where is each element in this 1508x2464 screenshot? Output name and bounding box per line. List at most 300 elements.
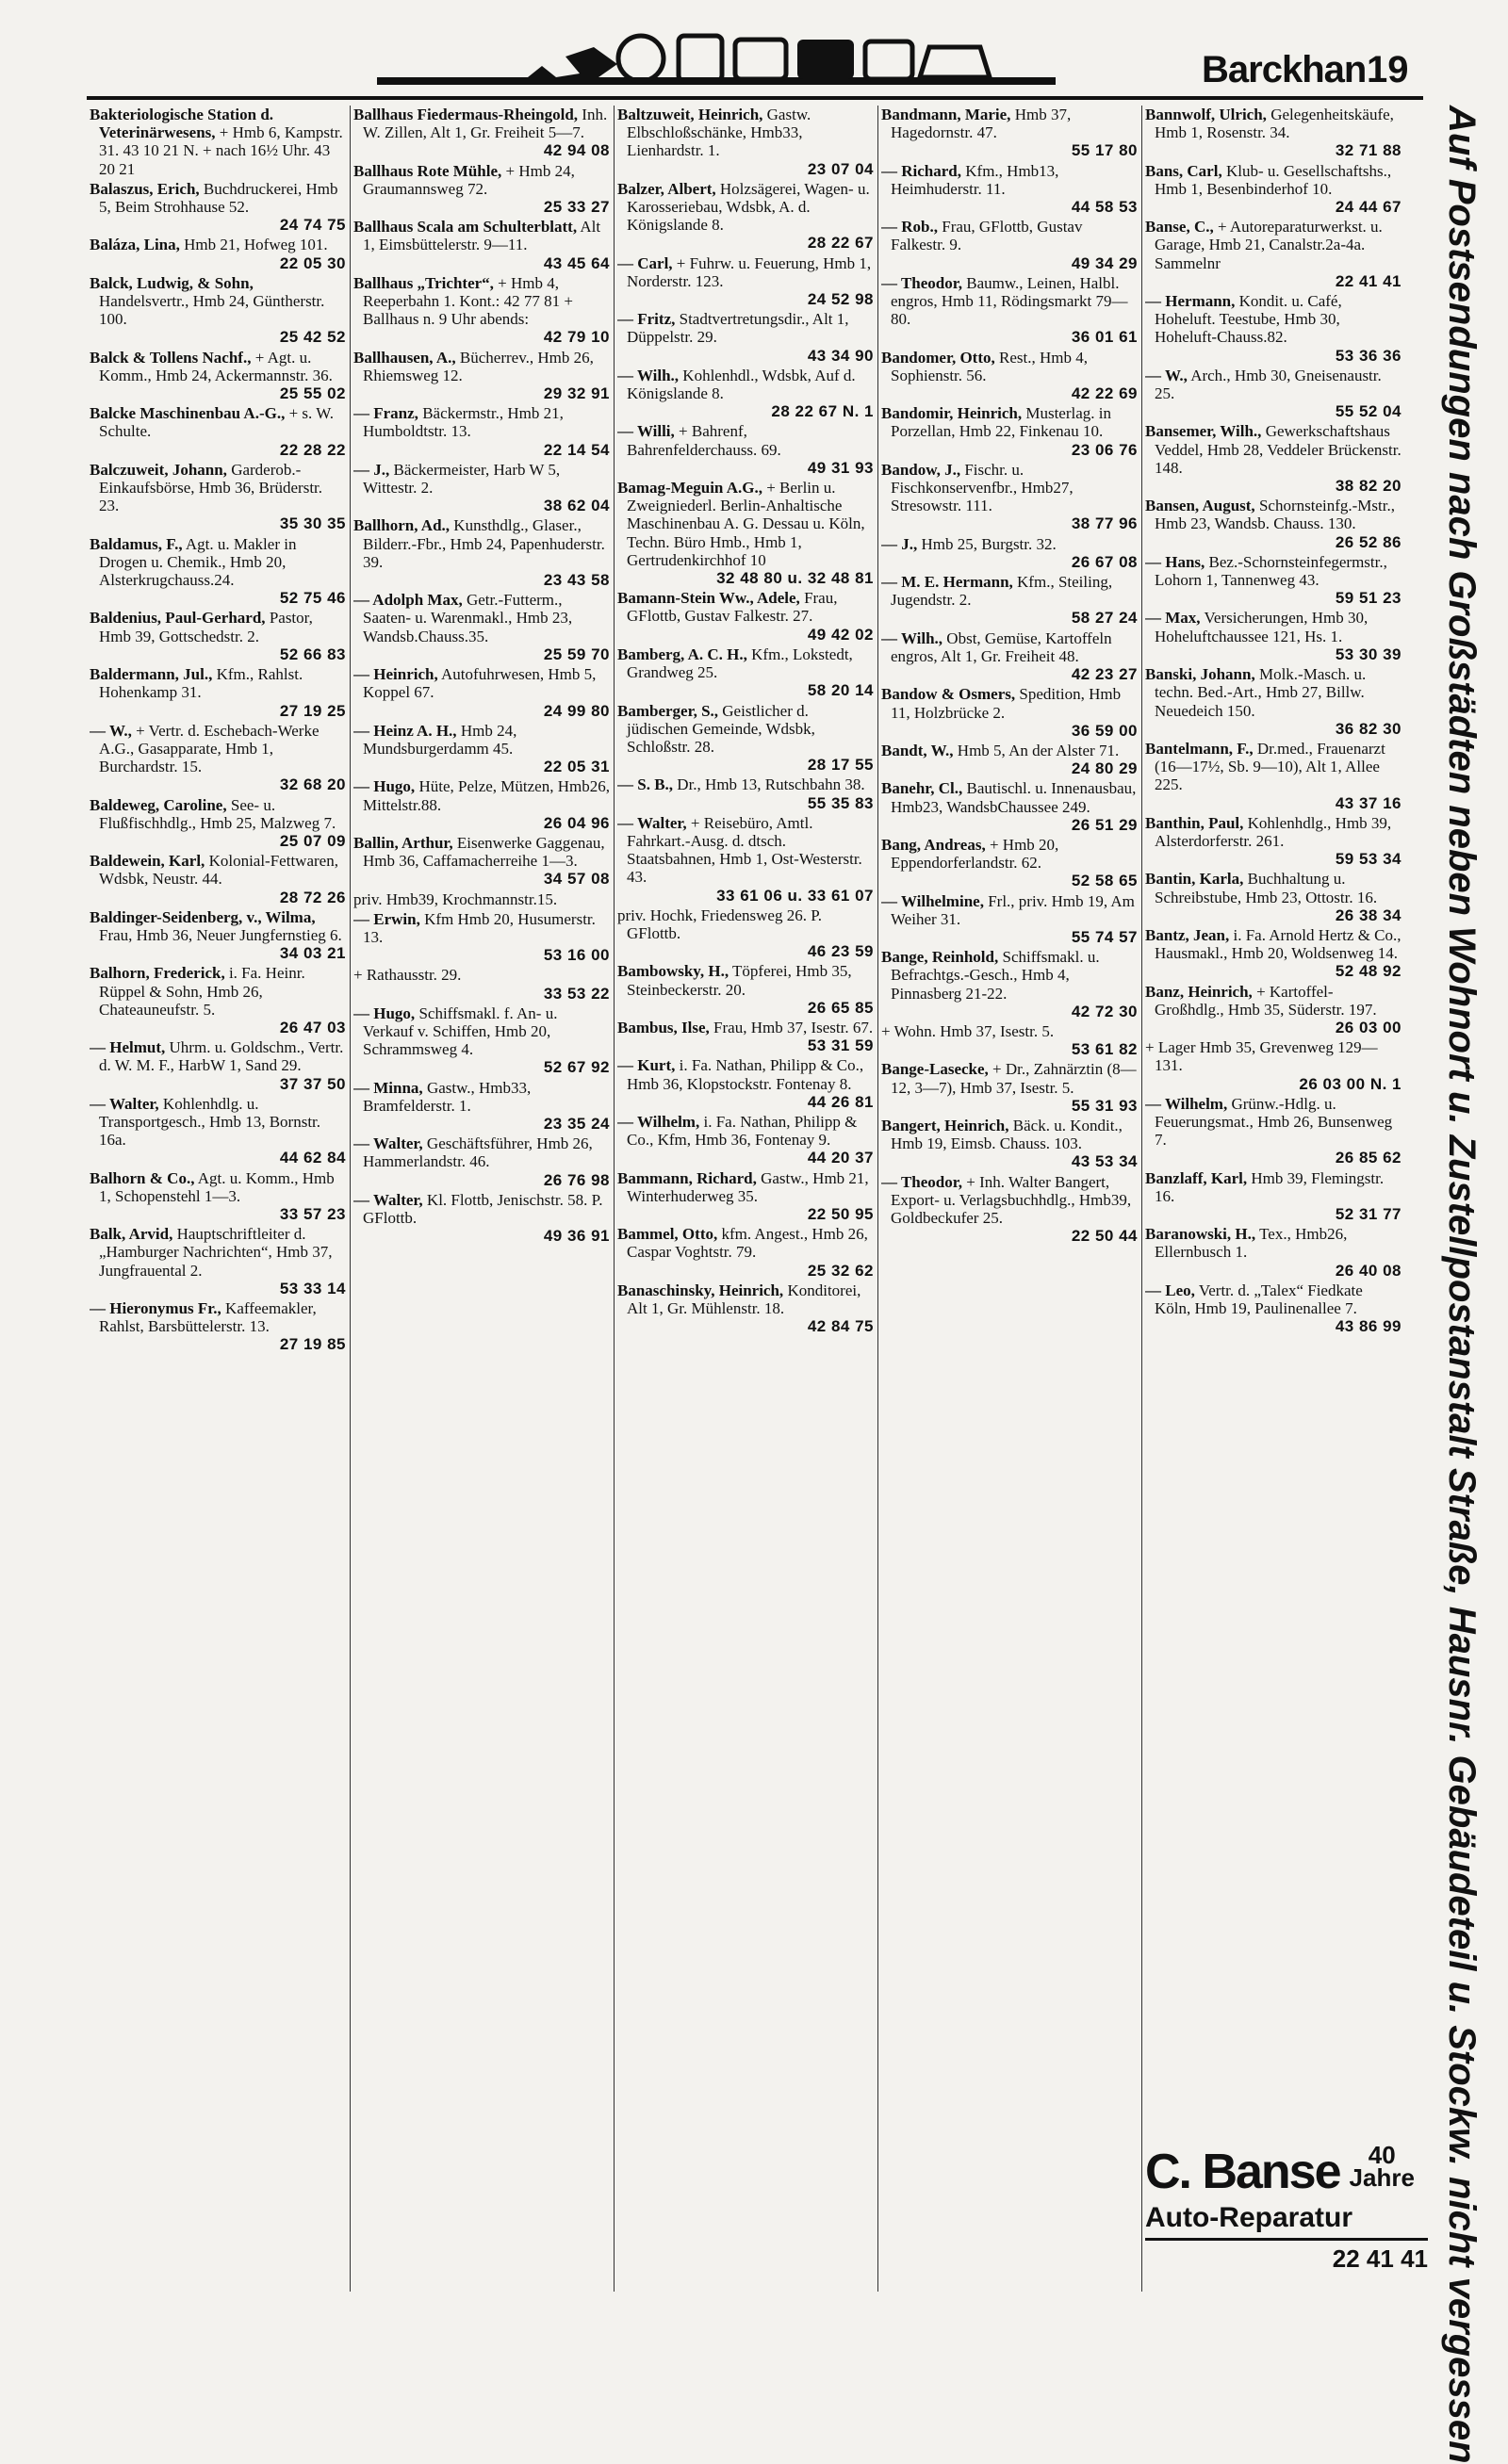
entry-phone: 36 82 30: [1335, 719, 1401, 738]
directory-entry: [881, 573, 1138, 628]
entry-name: — Wilhelm,: [617, 1112, 700, 1131]
directory-entry: [353, 665, 610, 720]
entry-name: Ballhaus Fiedermaus-Rheingold,: [353, 106, 579, 123]
entry-phone: 59 51 23: [1335, 589, 1401, 608]
directory-entry: [353, 722, 610, 776]
entry-text: + Dr., Zahnärztin (8—12, 3—7), Hmb 37, Isestr. 5.: [891, 1060, 1137, 1097]
entry-text: Garderob.-Einkaufsbörse, Hmb 36, Brüderstr. 23.: [99, 460, 323, 515]
directory-entry: [617, 702, 874, 775]
directory-entry: [881, 779, 1138, 834]
entry-phone: 44 20 37: [807, 1149, 874, 1167]
advertisement: [1145, 2141, 1428, 2294]
entry-phone: 59 53 34: [1335, 850, 1401, 869]
entry-text: Frau, GFlottb, Gustav Falkestr. 9.: [891, 218, 1083, 254]
directory-entry: [1145, 983, 1401, 1037]
entry-name: Balck, Ludwig, & Sohn,: [90, 273, 254, 292]
ad-phone: 22 41 41: [1145, 2238, 1428, 2274]
decorative-header-art: [377, 19, 1056, 94]
ad-years: [1349, 2141, 1415, 2192]
header-rule: [87, 96, 1423, 100]
entry-phone: 43 86 99: [1335, 1317, 1401, 1336]
entry-text: Töpferei, Hmb 35, Steinbeckerstr. 20.: [627, 962, 852, 999]
entry-phone: 22 14 54: [543, 440, 610, 459]
directory-entry: [881, 836, 1138, 890]
column-2: [353, 106, 610, 2292]
entry-phone: 49 31 93: [807, 458, 874, 477]
entry-text: Frau, Hmb 36, Neuer Jungfernstieg 6.: [99, 925, 342, 944]
directory-entry: [1145, 218, 1401, 290]
column-divider: [1141, 106, 1142, 2292]
directory-entry: [90, 908, 346, 963]
entry-phone: 25 32 62: [807, 1261, 874, 1280]
entry-text: Hmb 37, Hagedornstr. 47.: [891, 106, 1072, 142]
entry-phone: 42 23 27: [1071, 665, 1138, 684]
entry-text: + Wohn. Hmb 37, Isestr. 5.: [881, 1021, 1055, 1040]
entry-text: Klub- u. Gesellschaftshs., Hmb 1, Besenbinderhof 10.: [1155, 161, 1392, 198]
entry-phone: 43 37 16: [1335, 793, 1401, 812]
directory-entry: [1145, 422, 1401, 495]
directory-entry: [617, 1113, 874, 1167]
entry-phone: 26 51 29: [1071, 815, 1138, 834]
entry-name: — Helmut,: [90, 1038, 166, 1057]
directory-entry: [881, 349, 1138, 403]
entry-text: Kohlenhdl., Wdsbk, Auf d. Königslande 8.: [627, 366, 856, 403]
entry-name: Banse, C.,: [1145, 218, 1214, 237]
entry-text: Versicherungen, Hmb 30, Hoheluftchaussee 121, Hs. 1.: [1155, 609, 1369, 645]
directory-entry: [353, 461, 610, 515]
entry-text: Hmb 5, An der Alster 71.: [957, 741, 1120, 759]
directory-entry: [90, 1225, 346, 1297]
entry-phone: 34 57 08: [543, 870, 610, 889]
entry-text: Schiffsmakl. u. Befrachtgs.-Gesch., Hmb 4, Pinnasberg 21-22.: [891, 948, 1100, 1003]
entry-phone: 22 05 30: [279, 253, 346, 272]
entry-text: Arch., Hmb 30, Gneisenaustr. 25.: [1155, 366, 1382, 403]
entry-text: Uhrm. u. Goldschm., Vertr. d. W. M. F., HarbW 1, Sand 29.: [99, 1038, 344, 1075]
directory-entry: [617, 645, 874, 700]
entry-phone: 44 62 84: [279, 1149, 346, 1167]
entry-text: + Hmb 6, Kampstr. 31. 43 10 21 N. + nach 16½ Uhr. 43 20 21: [99, 123, 343, 178]
entry-phone: 55 31 93: [1071, 1096, 1138, 1115]
directory-entry: [1145, 106, 1401, 160]
directory-entry: [1145, 609, 1401, 663]
entry-text: Fischr. u. Fischkonservenfbr., Hmb27, Stresowstr. 111.: [891, 460, 1074, 515]
entry-text: + Vertr. d. Eschebach-Werke A.G., Gasapparate, Hmb 1, Burchardstr. 15.: [99, 721, 320, 776]
entry-phone: 38 77 96: [1071, 514, 1138, 533]
entry-text: Hmb 21, Hofweg 101.: [184, 236, 328, 254]
entry-phone: 24 99 80: [543, 701, 610, 720]
entry-name: — Franz,: [353, 404, 418, 423]
directory-entry: [90, 852, 346, 906]
directory-entry: [881, 1060, 1138, 1115]
entry-name: Baldeweg, Caroline,: [90, 795, 227, 814]
entry-name: Baldewein, Karl,: [90, 852, 205, 871]
entry-name: Banthin, Paul,: [1145, 813, 1244, 832]
entry-name: — Walter,: [353, 1190, 423, 1209]
entry-text: + Rathausstr. 29.: [353, 966, 462, 985]
entry-name: — Rob.,: [881, 218, 938, 237]
directory-entry: [617, 589, 874, 644]
entry-name: Bansen, August,: [1145, 497, 1255, 515]
entry-phone: 24 80 29: [1071, 759, 1138, 778]
entry-text: i. Fa. Arnold Hertz & Co., Hausmakl., Hmb 20, Woldsenweg 14.: [1155, 925, 1401, 963]
directory-entry: [617, 1169, 874, 1224]
entry-phone: 37 37 50: [279, 1074, 346, 1093]
entry-name: — W.,: [90, 721, 132, 740]
entry-text: Konditorei, Alt 1, Gr. Mühlenstr. 18.: [627, 1281, 861, 1317]
entry-text: Spedition, Hmb 11, Holzbrücke 2.: [891, 685, 1122, 722]
entry-text: Rest., Hmb 4, Sophienstr. 56.: [891, 348, 1088, 384]
entry-name: — J.,: [881, 534, 918, 553]
directory-entry: [353, 162, 610, 217]
entry-name: — S. B.,: [617, 775, 674, 794]
entry-phone: 28 17 55: [807, 756, 874, 775]
entry-name: — Walter,: [617, 813, 687, 832]
entry-phone: 58 20 14: [807, 681, 874, 700]
directory-entry: [881, 1117, 1138, 1171]
entry-phone: 26 67 08: [1071, 552, 1138, 571]
entry-text: Molk.-Masch. u. techn. Bed.-Art., Hmb 27, Billw. Neuedeich 150.: [1155, 665, 1367, 720]
entry-name: — Wilhelmine,: [881, 891, 984, 910]
entry-name: — Fritz,: [617, 310, 676, 329]
entry-name: Bandmann, Marie,: [881, 106, 1011, 123]
entry-text: See- u. Flußfischhdlg., Hmb 25, Malzweg 7.: [99, 795, 336, 832]
directory-entry: [353, 834, 610, 889]
directory-entry: [881, 404, 1138, 459]
directory-entry: [353, 106, 610, 160]
directory-entry: [90, 1169, 346, 1224]
entry-phone: 52 67 92: [543, 1058, 610, 1077]
entry-phone: 28 22 67: [807, 234, 874, 253]
directory-entry: [90, 964, 346, 1036]
entry-phone: 55 74 57: [1071, 927, 1138, 946]
column-divider: [877, 106, 878, 2292]
entry-name: — Wilhelm,: [1145, 1094, 1228, 1113]
entry-name: Bammann, Richard,: [617, 1168, 757, 1187]
entry-text: Kunsthdlg., Glaser., Bilderr.-Fbr., Hmb 24, Papenhuderstr. 39.: [363, 516, 605, 571]
entry-phone: 52 31 77: [1335, 1204, 1401, 1223]
entry-text: Kfm., Rahlst. Hohenkamp 31.: [99, 665, 303, 702]
entry-name: Bange, Reinhold,: [881, 948, 999, 967]
directory-entry: [617, 106, 874, 178]
entry-name: Balhorn & Co.,: [90, 1168, 195, 1187]
entry-phone: 24 74 75: [279, 216, 346, 235]
entry-name: — Minna,: [353, 1078, 423, 1097]
entry-name: — Wilh.,: [617, 366, 680, 384]
entry-phone: 25 07 09: [279, 831, 346, 850]
entry-phone: 52 75 46: [279, 589, 346, 608]
entry-name: Baldenius, Paul-Gerhard,: [90, 609, 266, 628]
entry-text: Kfm Hmb 20, Husumerstr. 13.: [363, 909, 596, 946]
entry-phone: 26 04 96: [543, 813, 610, 832]
entry-phone: 25 59 70: [543, 645, 610, 663]
entry-phone: 38 82 20: [1335, 477, 1401, 496]
entry-phone: 43 34 90: [807, 346, 874, 365]
entry-phone: 22 41 41: [1335, 271, 1401, 290]
entry-text: Kfm., Steiling, Jugendstr. 2.: [891, 573, 1113, 610]
entry-phone: 32 48 80 u. 32 48 81: [716, 569, 874, 588]
entry-text: Kohlenhdlg. u. Transportgesch., Hmb 13, Bornstr. 16a.: [99, 1094, 321, 1150]
entry-text: Kfm., Lokstedt, Grandweg 25.: [627, 645, 853, 682]
entry-text: Baumw., Leinen, Halbl. engros, Hmb 11, Rödingsmarkt 79—80.: [891, 273, 1128, 329]
entry-name: — Erwin,: [353, 909, 420, 928]
entry-name: Bamberger, S.,: [617, 701, 719, 720]
entry-text: + Hmb 24, Graumannsweg 72.: [363, 161, 575, 198]
entry-name: — J.,: [353, 460, 390, 479]
entry-text: Stadtvertretungsdir., Alt 1, Düppelstr. 29.: [627, 310, 849, 347]
entry-phone: 26 52 86: [1335, 532, 1401, 551]
entry-phone: 23 43 58: [543, 571, 610, 590]
entry-phone: 25 33 27: [543, 198, 610, 217]
directory-entry: [353, 404, 610, 459]
entry-text: + Berlin u. Zweigniederl. Berlin-Anhaltische Maschinenbau A. G. Dessau u. Köln, Techn. Büro Hmb., Hmb 1, Gertrudenkirchhof 10: [627, 479, 865, 569]
directory-entry: [1145, 740, 1401, 812]
directory-entry: [617, 180, 874, 253]
directory-entry: [881, 742, 1138, 777]
directory-entry: [90, 349, 346, 403]
entry-text: Kolonial-Fettwaren, Wdsbk, Neustr. 44.: [99, 852, 338, 889]
directory-entry: [881, 162, 1138, 217]
entry-name: — Theodor,: [881, 1172, 962, 1191]
directory-entry: [90, 404, 346, 459]
entry-text: + Fuhrw. u. Feuerung, Hmb 1, Norderstr. 123.: [627, 253, 872, 290]
entry-text: Bäckermeister, Harb W 5, Wittestr. 2.: [363, 460, 561, 498]
entry-text: Alt 1, Eimsbüttelerstr. 9—11.: [363, 218, 601, 254]
entry-text: Schiffsmakl. f. An- u. Verkauf v. Schiffen, Hmb 20, Schrammsweg 4.: [363, 1004, 558, 1059]
entry-name: Baldamus, F.,: [90, 534, 183, 553]
entry-name: Banski, Johann,: [1145, 665, 1255, 684]
entry-phone: 49 42 02: [807, 625, 874, 644]
entry-text: Bez.-Schornsteinfegermstr., Lohorn 1, Tannenweg 43.: [1155, 552, 1387, 590]
entry-text: + Inh. Walter Bangert, Export- u. Verlagsbuchhdlg., Hmb39, Goldbeckufer 25.: [891, 1172, 1132, 1227]
column-3: [617, 106, 874, 2292]
entry-text: Frau, GFlottb, Gustav Falkestr. 27.: [627, 589, 838, 626]
entry-text: Bäckermstr., Hmb 21, Humboldtstr. 13.: [363, 404, 564, 441]
directory-entry: [1145, 926, 1401, 981]
entry-name: Balcke Maschinenbau A.-G.,: [90, 404, 286, 423]
entry-phone: 26 65 85: [807, 998, 874, 1017]
entry-text: Kohlenhdlg., Hmb 39, Alsterdorferstr. 261.: [1155, 813, 1392, 850]
directory-entry: [353, 349, 610, 403]
entry-phone: 22 50 95: [807, 1204, 874, 1223]
entry-name: Bamag-Meguin A.G.,: [617, 479, 762, 498]
entry-phone: 26 40 08: [1335, 1261, 1401, 1280]
entry-text: Buchhaltung u. Schreibstube, Hmb 23, Ottostr. 16.: [1155, 870, 1378, 906]
entry-phone: 38 62 04: [543, 497, 610, 515]
directory-entry: [1145, 1281, 1401, 1336]
entry-phone: 27 19 85: [279, 1335, 346, 1354]
directory-entry: [353, 1191, 610, 1246]
directory-entry: [90, 274, 346, 347]
entry-text: Gelegenheitskäufe, Hmb 1, Rosenstr. 34.: [1155, 106, 1394, 142]
entry-text: Inh. W. Zillen, Alt 1, Gr. Freiheit 5—7.: [363, 106, 608, 142]
entry-name: — Leo,: [1145, 1281, 1195, 1299]
entry-name: — Heinz A. H.,: [353, 721, 457, 740]
entry-phone: 24 52 98: [807, 290, 874, 309]
directory-entry: [90, 1095, 346, 1167]
directory-columns: [90, 106, 1409, 2292]
entry-phone: 27 19 25: [279, 701, 346, 720]
directory-entry: [617, 906, 874, 961]
entry-name: — Hugo,: [353, 777, 416, 796]
directory-entry: [881, 685, 1138, 740]
entry-text: Musterlag. in Porzellan, Hmb 22, Finkenau 10.: [891, 404, 1111, 441]
directory-entry: [617, 310, 874, 365]
directory-entry: [353, 1004, 610, 1077]
entry-name: Bandt, W.,: [881, 741, 954, 759]
directory-entry: [617, 1225, 874, 1280]
entry-name: Bandomir, Heinrich,: [881, 404, 1023, 423]
directory-entry: [90, 236, 346, 271]
entry-text: Schornsteinfg.-Mstr., Hmb 23, Wandsb. Chauss. 130.: [1155, 497, 1395, 533]
directory-entry: [881, 106, 1138, 160]
entry-phone: 53 61 82: [1071, 1040, 1138, 1059]
entry-phone: 55 35 83: [807, 793, 874, 812]
entry-text: + Autoreparaturwerkst. u. Garage, Hmb 21, Canalstr.2a-4a. Sammelnr: [1155, 218, 1383, 272]
directory-entry: [1145, 814, 1401, 869]
directory-entry: [1145, 1038, 1401, 1093]
ad-service: Auto-Reparatur: [1145, 2202, 1353, 2233]
entry-phone: 52 58 65: [1071, 872, 1138, 890]
entry-text: i. Fa. Heinr. Rüppel & Sohn, Hmb 26, Chateauneufstr. 5.: [99, 964, 305, 1019]
entry-name: — Hieronymus Fr.,: [90, 1299, 221, 1317]
page-number: 19: [1367, 49, 1409, 90]
entry-name: Balhorn, Frederick,: [90, 964, 225, 983]
directory-entry: [617, 422, 874, 477]
directory-entry: [353, 516, 610, 589]
entry-name: — Wilh.,: [881, 628, 943, 647]
entry-text: Buchdruckerei, Hmb 5, Beim Strohhause 52.: [99, 179, 338, 217]
directory-entry: [881, 1173, 1138, 1246]
entry-text: i. Fa. Nathan, Philipp & Co., Hmb 36, Klopstockstr. Fontenay 8.: [627, 1056, 864, 1093]
entry-phone: 55 52 04: [1335, 402, 1401, 421]
entry-phone: 28 22 67 N. 1: [771, 402, 874, 421]
entry-name: Bambus, Ilse,: [617, 1018, 710, 1036]
vertical-sidebar: [1421, 106, 1506, 2464]
directory-entry: [617, 254, 874, 309]
entry-name: — Walter,: [353, 1134, 423, 1153]
entry-text: Bautischl. u. Innenausbau, Hmb23, WandsbChaussee 249.: [891, 779, 1137, 816]
entry-name: Bantin, Karla,: [1145, 870, 1244, 889]
entry-name: — Willi,: [617, 422, 675, 441]
entry-phone: 35 30 35: [279, 514, 346, 533]
entry-text: Grünw.-Hdlg. u. Feuerungsmat., Hmb 26, Bunsenweg 7.: [1155, 1094, 1393, 1150]
entry-phone: 34 03 21: [279, 944, 346, 963]
entry-phone: 36 01 61: [1071, 328, 1138, 347]
entry-text: Agt. u. Komm., Hmb 1, Schopenstehl 1—3.: [99, 1168, 335, 1205]
entry-name: — Heinrich,: [353, 665, 438, 684]
entry-phone: 24 44 67: [1335, 198, 1401, 217]
entry-phone: 53 31 59: [807, 1036, 874, 1055]
entry-name: Baldermann, Jul.,: [90, 665, 213, 684]
entry-text: + Hmb 4, Reeperbahn 1. Kont.: 42 77 81 + Ballhaus n. 9 Uhr abends:: [363, 273, 573, 329]
page-header: [0, 0, 1508, 104]
entry-phone: 33 57 23: [279, 1204, 346, 1223]
directory-entry: [353, 966, 610, 1002]
entry-text: Pastor, Hmb 39, Gottschedstr. 2.: [99, 609, 313, 645]
entry-phone: 26 85 62: [1335, 1149, 1401, 1167]
entry-text: Handelsvertr., Hmb 24, Güntherstr. 100.: [99, 292, 325, 329]
directory-entry: [1145, 367, 1401, 421]
column-divider: [350, 106, 351, 2292]
directory-entry: [881, 948, 1138, 1020]
ad-years-number: 40: [1368, 2141, 1396, 2169]
entry-text: + Hmb 20, Eppendorferlandstr. 62.: [891, 835, 1059, 873]
entry-name: Baltzuweit, Heinrich,: [617, 106, 763, 123]
entry-name: Baranowski, H.,: [1145, 1225, 1256, 1244]
entry-phone: 42 79 10: [543, 328, 610, 347]
directory-entry: [1145, 1225, 1401, 1280]
ad-company-name: C. Banse: [1145, 2145, 1340, 2199]
directory-entry: [1145, 665, 1401, 738]
entry-text: Hmb 25, Burgstr. 32.: [921, 534, 1057, 553]
directory-entry: [617, 1019, 874, 1054]
entry-text: Holzsägerei, Wagen- u. Karosseriebau, Wdsbk, A. d. Königslande 8.: [627, 179, 870, 235]
entry-text: Dr., Hmb 13, Rutschbahn 38.: [677, 775, 865, 794]
entry-text: Gastw., Hmb33, Bramfelderstr. 1.: [363, 1078, 532, 1115]
entry-phone: 46 23 59: [807, 942, 874, 961]
entry-name: Balaszus, Erich,: [90, 179, 200, 198]
entry-phone: 26 47 03: [279, 1018, 346, 1036]
entry-name: Bammel, Otto,: [617, 1225, 718, 1244]
entry-text: + Lager Hmb 35, Grevenweg 129—131.: [1145, 1038, 1378, 1075]
entry-text: priv. Hochk, Friedensweg 26. P. GFlottb.: [617, 906, 823, 942]
entry-phone: 28 72 26: [279, 888, 346, 906]
entry-name: — Walter,: [90, 1094, 159, 1113]
entry-phone: 26 03 00: [1335, 1018, 1401, 1036]
entry-phone: 52 48 92: [1335, 962, 1401, 981]
directory-entry: [617, 367, 874, 421]
entry-phone: 53 33 14: [279, 1279, 346, 1297]
entry-text: Vertr. d. „Talex“ Fiedkate Köln, Hmb 19, Paulinenallee 7.: [1155, 1281, 1363, 1317]
entry-text: Geschäftsführer, Hmb 26, Hammerlandstr. 46.: [363, 1134, 593, 1171]
entry-name: Baldinger-Seidenberg, v., Wilma,: [90, 907, 316, 926]
directory-entry: [617, 479, 874, 587]
page-header-title: Barckhan: [1202, 49, 1367, 90]
entry-phone: 23 07 04: [807, 159, 874, 178]
entry-name: — Carl,: [617, 253, 673, 272]
entry-name: — Hans,: [1145, 552, 1205, 571]
entry-text: + Kartoffel-Großhdlg., Hmb 35, Süderstr. 197.: [1155, 982, 1377, 1019]
directory-entry: [353, 218, 610, 272]
entry-phone: 26 38 34: [1335, 906, 1401, 924]
directory-entry: [90, 609, 346, 663]
entry-phone: 42 84 75: [807, 1317, 874, 1336]
entry-name: Banz, Heinrich,: [1145, 982, 1253, 1001]
entry-name: Balzer, Albert,: [617, 179, 716, 198]
entry-text: Gastw., Hmb 21, Winterhuderweg 35.: [627, 1168, 869, 1205]
entry-phone: 42 22 69: [1071, 384, 1138, 403]
entry-text: Gastw. Elbschloßschänke, Hmb33, Lienhardstr. 1.: [627, 106, 811, 160]
entry-phone: 49 34 29: [1071, 253, 1138, 272]
directory-entry: [617, 775, 874, 811]
entry-name: Banaschinsky, Heinrich,: [617, 1281, 784, 1299]
entry-phone: 53 36 36: [1335, 346, 1401, 365]
column-4: [881, 106, 1138, 2292]
entry-name: Bange-Lasecke,: [881, 1060, 989, 1079]
entry-text: i. Fa. Nathan, Philipp & Co., Kfm, Hmb 36, Fontenay 9.: [627, 1112, 858, 1150]
entry-phone: 32 71 88: [1335, 141, 1401, 160]
entry-text: Frau, Hmb 37, Isestr. 67.: [713, 1018, 874, 1036]
entry-phone: 29 32 91: [543, 384, 610, 403]
entry-phone: 36 59 00: [1071, 721, 1138, 740]
entry-name: Ballhaus Rote Mühle,: [353, 161, 502, 180]
directory-entry: [617, 1281, 874, 1336]
entry-name: — Kurt,: [617, 1056, 676, 1075]
entry-name: Banehr, Cl.,: [881, 779, 963, 798]
directory-entry: [353, 910, 610, 965]
entry-phone: 44 26 81: [807, 1092, 874, 1111]
entry-phone: 25 42 52: [279, 328, 346, 347]
